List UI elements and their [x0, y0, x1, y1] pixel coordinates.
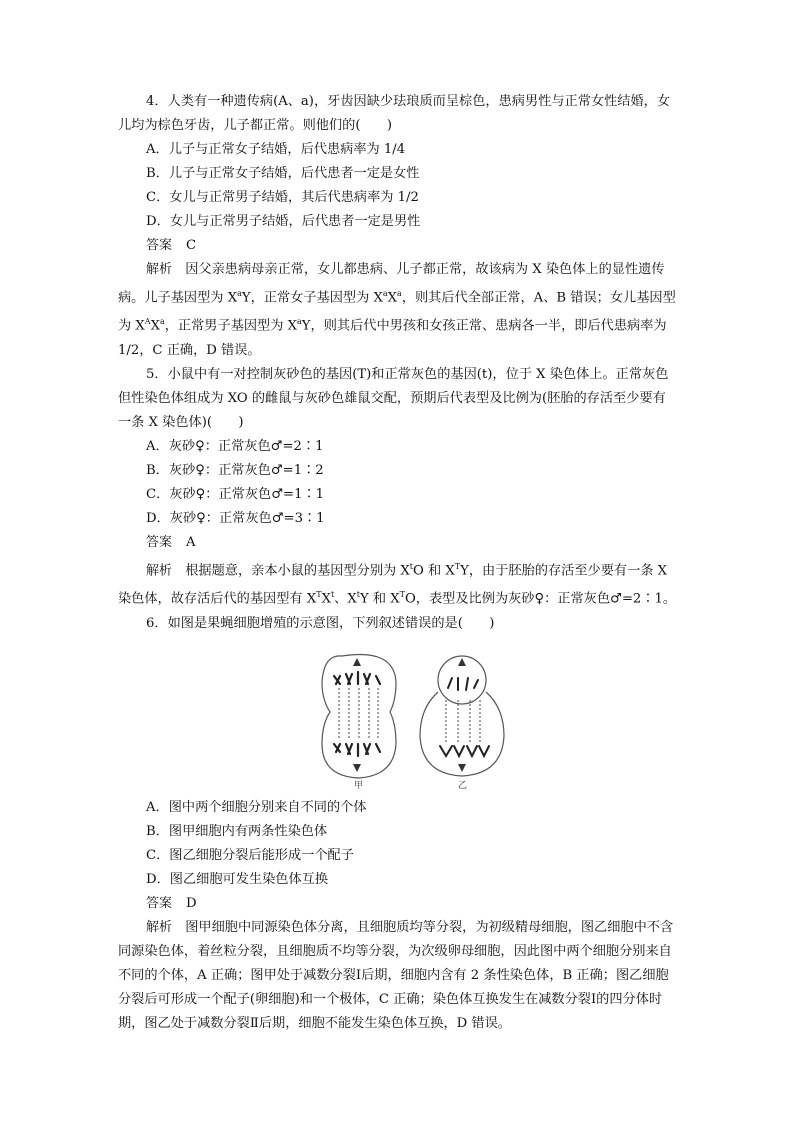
q6-analysis-text: 图甲细胞中同源染色体分离，且细胞质均等分裂，为初级精母细胞，图乙细胞中不含同源染色体，着丝粒分裂，且细胞质不均等分裂，为次级卵母细胞，因此图中两个细胞分别来自不同的个体，A 正确；图甲处于减数分裂Ⅰ后期，细胞内含有 2 条性染色体，B 正确；图乙细胞分裂后可形成一个配子(卵细胞)和一个极体，C 正确；染色体互换发生在减数分裂Ⅰ的四分体时期，图乙处于减数分裂Ⅱ后期，细胞不能发生染色体互换，D 错误。 [118, 919, 674, 1031]
cell-diagram [312, 640, 512, 790]
q6-option-d: D．图乙细胞可发生染色体互换 [146, 871, 329, 887]
page-content [118, 90, 678, 1036]
q5-option-d: D．灰砂♀：正常灰色♂=3∶1 [146, 510, 325, 526]
answer-label: 答案 [146, 895, 173, 911]
analysis-label: 解析 [146, 563, 173, 579]
superscript: T [454, 561, 461, 571]
q4-analysis-text: Y，则其后代中男孩和女孩正常、患病各一半，即后代患病率为 1/2，C 正确，D 错误。 [118, 318, 667, 358]
chromosomes-jia-bottom [334, 744, 380, 756]
superscript: T [399, 590, 405, 600]
q5-analysis-text: Y，由于胚胎的存活至少要有一条 X 染色体，故存活后代的基因型有 X [118, 563, 668, 607]
q5-answer [118, 531, 678, 555]
superscript: a [237, 289, 242, 298]
superscript: a [397, 289, 402, 298]
q5-option-c: C．灰砂♀：正常灰色♂=1∶1 [146, 486, 325, 502]
q5-analysis-text: O，表型及比例为灰砂♀：正常灰色♂=2∶1。 [404, 591, 677, 607]
answer-label: 答案 [146, 534, 173, 550]
chromosomes-yi-top [448, 678, 478, 690]
q5-option-b: B．灰砂♀：正常灰色♂=1∶2 [146, 462, 324, 478]
chromosomes-jia-top [334, 672, 380, 684]
q4-option-c: C．女儿与正常男子结婚，其后代患病率为 1/2 [146, 190, 419, 205]
figure-label-yi: 乙 [458, 780, 468, 790]
q4-answer [118, 234, 678, 258]
spindle-fibers [339, 688, 480, 744]
q5-analysis-text: X [321, 591, 331, 607]
q5-analysis-text: 、X [334, 591, 357, 607]
q4-option-a: A．儿子与正常女子结婚，后代患病率为 1/4 [146, 142, 406, 157]
superscript: a [297, 317, 302, 327]
superscript: a [382, 289, 388, 298]
q6-answer-value: D [186, 895, 197, 911]
q5-analysis-text: 根据题意，亲本小鼠的基因型分别为 X [185, 563, 410, 579]
q5-option-a: A．灰砂♀：正常灰色♂=2∶1 [146, 438, 324, 454]
q4-analysis-text: ，则其后代全部正常，A、B 错误；女儿基因型为 X [118, 290, 676, 334]
q4-option-b: B．儿子与正常女子结婚，后代患者一定是女性 [146, 166, 420, 181]
q5-analysis-text: O 和 X [413, 563, 455, 579]
q5-answer-value: A [186, 534, 196, 550]
q6-option-b: B．图甲细胞内有两条性染色体 [146, 823, 328, 839]
q4-analysis-text: X [387, 290, 398, 306]
analysis-label: 解析 [146, 262, 173, 277]
figure-label-jia: 甲 [354, 780, 364, 790]
q6-option-a: A．图中两个细胞分别来自不同的个体 [146, 799, 367, 815]
chromosomes-yi-bottom [440, 746, 489, 756]
q4-analysis-text: X [150, 318, 160, 334]
superscript: t [330, 590, 335, 600]
q6-stem: 6．如图是果蝇细胞增殖的示意图，下列叙述错误的是( ) [146, 615, 495, 631]
q5-stem: 5．小鼠中有一对控制灰砂色的基因(T)和正常灰色的基因(t)，位于 X 染色体上。正常灰色但性染色体组成为 XO 的雌鼠与灰砂色雄鼠交配，预期后代表型及比例为(胚胎的存活至少要有一条 X 染色体)( ) [118, 366, 669, 430]
q4-answer-value: C [186, 238, 197, 253]
q6-option-c: C．图乙细胞分裂后能形成一个配子 [146, 847, 354, 863]
q4-option-d: D．女儿与正常男子结婚，后代患者一定是男性 [146, 214, 421, 229]
q4-analysis-text: Y，正常女子基因型为 X [241, 290, 383, 306]
answer-label: 答案 [146, 238, 173, 253]
superscript: t [409, 561, 414, 571]
superscript: T [316, 590, 322, 600]
cell-division-figure [118, 640, 678, 792]
superscript: A [144, 317, 151, 327]
q5-analysis [118, 555, 678, 612]
superscript: a [159, 317, 165, 327]
q5-analysis-text: Y 和 X [359, 591, 400, 607]
q4-analysis [118, 258, 678, 363]
analysis-label: 解析 [146, 919, 173, 935]
q6-analysis [118, 916, 678, 1036]
q4-analysis-text: ，正常男子基因型为 X [164, 318, 298, 334]
q4-stem: 4．人类有一种遗传病(A、a)，牙齿因缺少珐琅质而呈棕色，患病男性与正常女性结婚，女儿均为棕色牙齿，儿子都正常。则他们的( ) [118, 94, 671, 133]
q4-analysis-text: 因父亲患病母亲正常，女儿都患病、儿子都正常，故该病为 X 染色体上的显性遗传病。儿子基因型为 X [118, 262, 665, 306]
superscript: t [356, 590, 360, 600]
q6-answer [118, 892, 678, 916]
